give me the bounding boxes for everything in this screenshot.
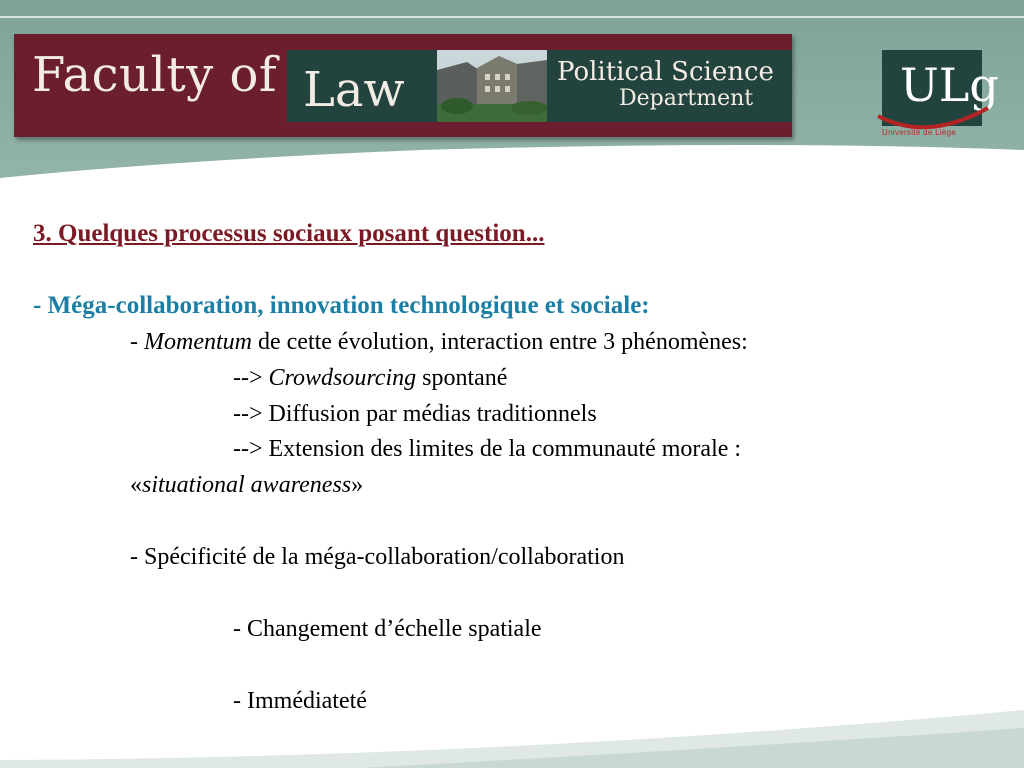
awareness-open: « (130, 472, 142, 498)
faculty-text: Faculty of (32, 47, 278, 103)
diffusion-line: --> Diffusion par médias traditionnels (233, 401, 597, 427)
department-subtitle: Department (619, 86, 754, 111)
momentum-line (130, 324, 748, 360)
crowdsourcing-line (233, 360, 507, 396)
ulg-logo-text: ULg (900, 58, 999, 112)
slide-heading: 3. Quelques processus sociaux posant question... (33, 220, 545, 247)
awareness-close: » (351, 472, 364, 498)
momentum-prefix: - (130, 329, 144, 355)
changement-line: - Changement d’échelle spatiale (233, 616, 542, 642)
department-title: Political Science (557, 57, 774, 87)
law-text: Law (303, 62, 405, 118)
immediatete-line: - Immédiateté (233, 688, 367, 714)
awareness-italic: situational awareness (142, 472, 352, 498)
crowd-italic: Crowdsourcing (268, 365, 417, 391)
specificite-line: - Spécificité de la méga-collaboration/collaboration (130, 544, 625, 570)
momentum-rest: de cette évolution, interaction entre 3 phénomènes: (251, 329, 748, 355)
slide-subheading: - Méga-collaboration, innovation technologique et sociale: (33, 292, 650, 319)
awareness-line (130, 467, 363, 503)
extension-line: --> Extension des limites de la communauté morale : (233, 436, 742, 462)
ulg-logo-caption: Université de Liège (882, 128, 957, 137)
crowd-prefix: --> (233, 365, 269, 391)
crowd-rest: spontané (416, 365, 508, 391)
momentum-italic: Momentum (144, 329, 252, 355)
